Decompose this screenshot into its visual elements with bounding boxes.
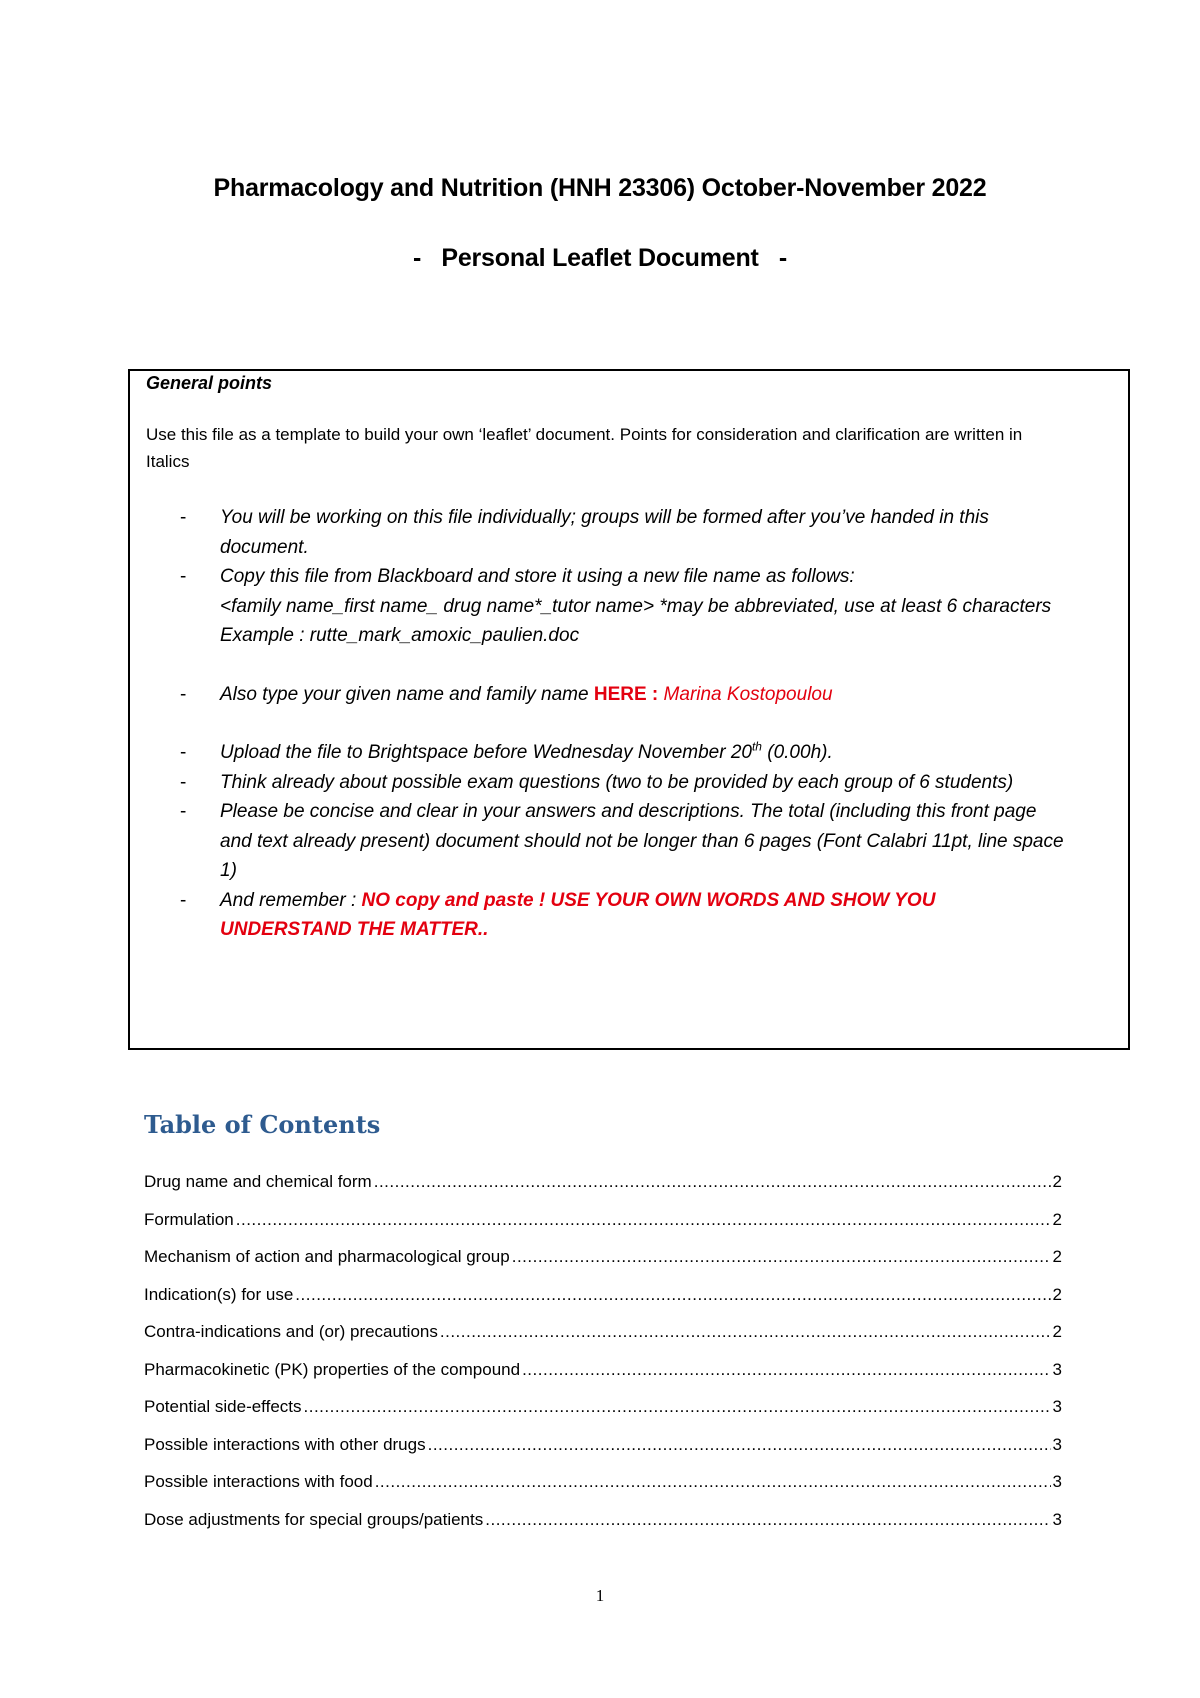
- toc-entry-page: 2: [1052, 1284, 1062, 1304]
- list-item: [130, 886, 1130, 945]
- document-subtitle: - Personal Leaflet Document -: [412, 244, 788, 272]
- general-points-heading: General points: [146, 373, 273, 393]
- bullet-dash: -: [180, 742, 187, 763]
- spacer: [130, 651, 1130, 680]
- bullet-text-example: Example : rutte_mark_amoxic_paulien.doc: [220, 625, 580, 646]
- table-of-contents: [144, 1172, 1062, 1547]
- toc-entry-page: 3: [1052, 1472, 1062, 1491]
- toc-entry-label: Indication(s) for use: [144, 1284, 294, 1304]
- list-item: [130, 503, 1130, 562]
- toc-entry[interactable]: [144, 1360, 1062, 1398]
- general-points-list: [130, 503, 1130, 945]
- toc-entry-label: Mechanism of action and pharmacological group: [144, 1247, 510, 1266]
- list-item: [130, 738, 1130, 768]
- toc-entry-label: Drug name and chemical form: [144, 1172, 372, 1191]
- bullet-text-individual: You will be working on this file individually; groups will be formed after you’ve handed in this document.: [220, 507, 989, 558]
- toc-dot-leader: [512, 1247, 1051, 1267]
- toc-entry-label: Pharmacokinetic (PK) properties of the compound: [144, 1359, 521, 1379]
- document-title: Pharmacology and Nutrition (HNH 23306) October-November 2022: [213, 174, 987, 202]
- toc-entry[interactable]: [144, 1397, 1062, 1435]
- student-name: Marina Kostopoulou: [663, 683, 833, 705]
- page-number: 1: [595, 1586, 605, 1605]
- toc-dot-leader: [304, 1397, 1051, 1417]
- here-label: HERE :: [593, 683, 664, 705]
- toc-entry-label: Contra-indications and (or) precautions: [144, 1322, 438, 1341]
- list-item: [130, 768, 1130, 798]
- toc-entry[interactable]: [144, 1322, 1062, 1360]
- bullet-text-upload: Upload the file to Brightspace before Wednesday November 20: [220, 742, 752, 763]
- toc-entry-label: Possible interactions with food: [144, 1472, 373, 1491]
- bullet-text-copy-file: Copy this file from Blackboard and store it using a new file name as follows:: [220, 566, 855, 587]
- toc-dot-leader: [428, 1435, 1051, 1455]
- toc-entry-page: 2: [1052, 1322, 1062, 1341]
- bullet-dash: -: [180, 507, 187, 528]
- bullet-dash: -: [180, 889, 187, 911]
- toc-heading: Table of Contents: [144, 1110, 381, 1139]
- bullet-text-concise: Please be concise and clear in your answers and descriptions. The total (including this front page and text already present) document should not be longer than 6 pages (Font Calabri 11pt, line space 1): [220, 801, 1064, 881]
- toc-entry-label: Possible interactions with other drugs: [144, 1434, 426, 1454]
- toc-entry-page: 2: [1052, 1172, 1062, 1191]
- toc-dot-leader: [374, 1172, 1051, 1192]
- toc-dot-leader: [522, 1360, 1050, 1380]
- bullet-text-exam-questions: Think already about possible exam questions (two to be provided by each group of 6 students): [220, 771, 1014, 793]
- bullet-dash: -: [180, 771, 187, 793]
- toc-entry-page: 3: [1052, 1434, 1062, 1454]
- bullet-text-remember: And remember :: [220, 889, 362, 911]
- toc-entry-page: 3: [1052, 1359, 1062, 1379]
- toc-dot-leader: [295, 1285, 1050, 1305]
- toc-entry-label: Dose adjustments for special groups/patients: [144, 1509, 484, 1529]
- toc-dot-leader: [236, 1210, 1051, 1230]
- warning-text: NO copy and paste ! USE YOUR OWN WORDS AND SHOW YOU UNDERSTAND THE MATTER..: [220, 889, 936, 940]
- toc-entry-page: 3: [1052, 1397, 1062, 1416]
- bullet-dash: -: [180, 683, 187, 705]
- bullet-text-file-name-format: <family name_first name_ drug name*_tutor name> *may be abbreviated, use at least 6 characters: [220, 595, 1052, 617]
- toc-entry-page: 3: [1052, 1509, 1062, 1529]
- toc-entry[interactable]: [144, 1472, 1062, 1510]
- spacer: [130, 709, 1130, 738]
- toc-entry[interactable]: [144, 1210, 1062, 1248]
- toc-entry[interactable]: [144, 1285, 1062, 1323]
- list-item: [130, 797, 1130, 886]
- general-points-intro: Use this file as a template to build your own ‘leaflet’ document. Points for consideration and clarification are written in Italics: [146, 425, 1023, 471]
- toc-dot-leader: [375, 1472, 1051, 1492]
- toc-dot-leader: [440, 1322, 1051, 1342]
- toc-entry-label: Potential side-effects: [144, 1397, 302, 1416]
- toc-entry-page: 2: [1052, 1247, 1062, 1266]
- ordinal-suffix: th: [751, 739, 762, 754]
- toc-entry[interactable]: [144, 1172, 1062, 1210]
- general-points-box: [128, 369, 1130, 1050]
- bullet-text-type-name: Also type your given name and family name: [220, 683, 594, 705]
- list-item: [130, 562, 1130, 651]
- bullet-text-upload-time: (0.00h).: [761, 742, 833, 763]
- toc-entry[interactable]: [144, 1510, 1062, 1548]
- bullet-dash: -: [180, 566, 187, 587]
- toc-entry[interactable]: [144, 1247, 1062, 1285]
- list-item: [130, 680, 1130, 710]
- toc-entry-page: 2: [1052, 1209, 1062, 1229]
- bullet-dash: -: [180, 801, 187, 822]
- toc-entry[interactable]: [144, 1435, 1062, 1473]
- toc-entry-label: Formulation: [144, 1209, 234, 1229]
- toc-dot-leader: [485, 1510, 1050, 1530]
